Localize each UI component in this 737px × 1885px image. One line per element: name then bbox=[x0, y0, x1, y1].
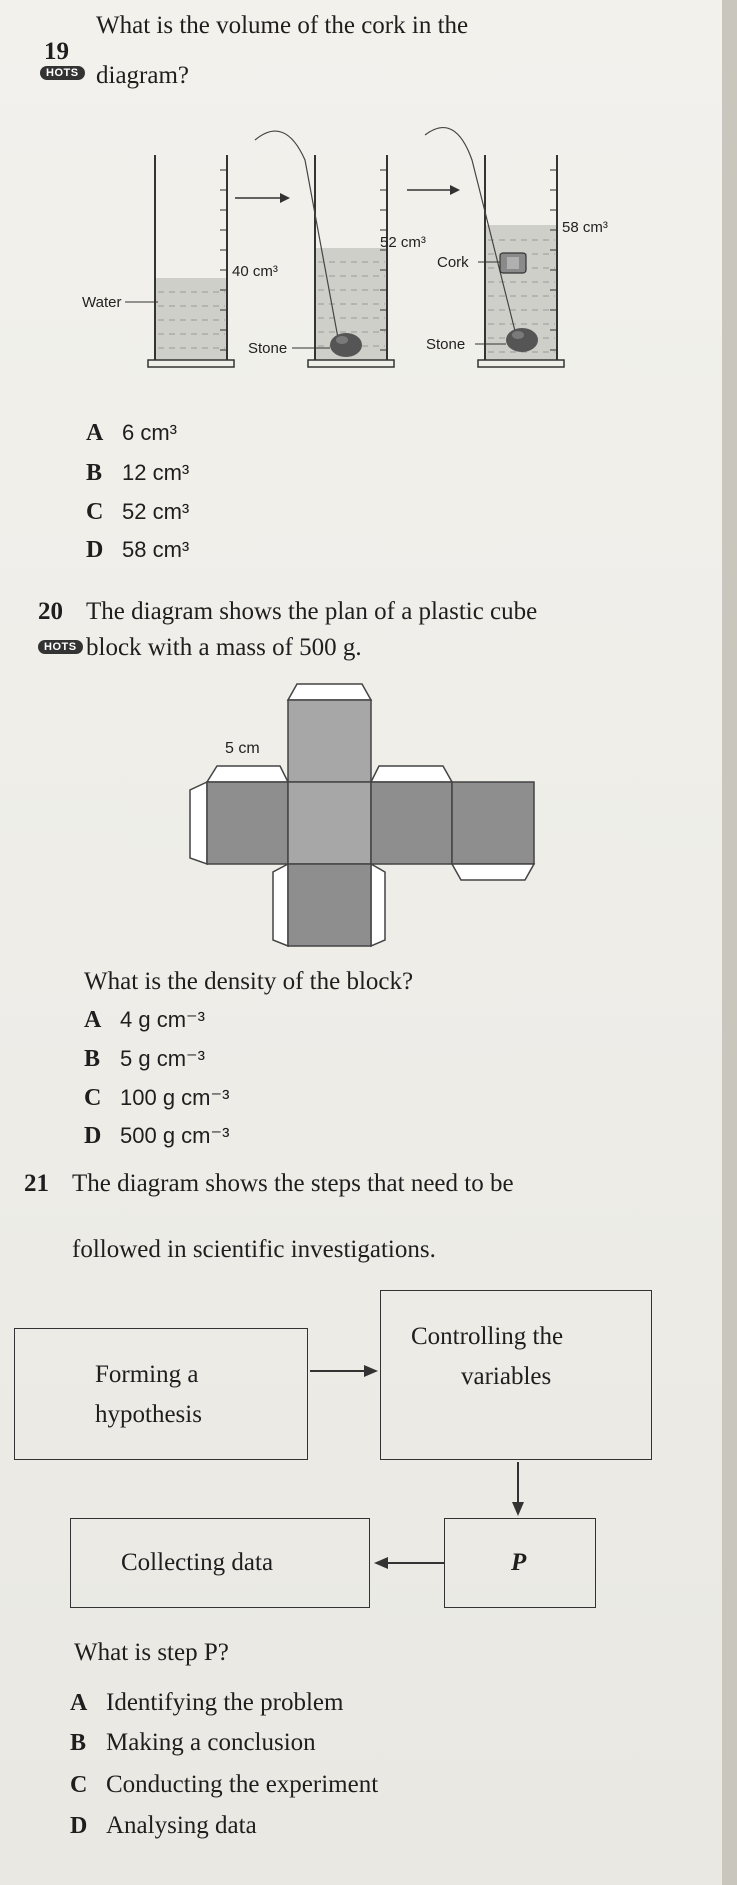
q20-option-d[interactable]: D 500 g cm⁻³ bbox=[84, 1123, 230, 1149]
net-dimension-label: 5 cm bbox=[225, 740, 260, 757]
q19-text-line1: What is the volume of the cork in the bbox=[96, 12, 469, 39]
arrow-2 bbox=[407, 185, 460, 195]
stone-2 bbox=[506, 328, 538, 352]
net-face-bottom bbox=[288, 864, 371, 946]
q21-option-b[interactable]: B Making a conclusion bbox=[70, 1729, 316, 1756]
net-flap-left-top bbox=[207, 766, 288, 782]
q21-text-line2: followed in scientific investigations. bbox=[72, 1236, 436, 1263]
q20-text-line1: The diagram shows the plan of a plastic cube bbox=[86, 598, 538, 625]
net-face-far-right bbox=[452, 782, 534, 864]
q20-option-b[interactable]: B 5 g cm⁻³ bbox=[84, 1046, 205, 1072]
q19-number: 19 bbox=[44, 38, 69, 65]
net-flap-top bbox=[288, 684, 371, 700]
controlling-line1: Controlling the bbox=[411, 1323, 564, 1350]
q21-number: 21 bbox=[24, 1170, 49, 1197]
net-face-left bbox=[207, 782, 288, 864]
water-label: Water bbox=[82, 294, 122, 311]
q21-option-a[interactable]: A Identifying the problem bbox=[70, 1689, 344, 1716]
q20-option-a[interactable]: A 4 g cm⁻³ bbox=[84, 1007, 205, 1033]
net-face-top bbox=[288, 700, 371, 782]
q20-text-line2: block with a mass of 500 g. bbox=[86, 634, 362, 661]
net-flap-far-right bbox=[452, 864, 534, 880]
collecting-label: Collecting data bbox=[121, 1549, 274, 1576]
volume-label-52: 52 cm³ bbox=[380, 234, 426, 251]
controlling-line2: variables bbox=[461, 1363, 552, 1390]
q19-option-d[interactable]: D 58 cm³ bbox=[86, 537, 190, 563]
net-flap-bottom-right bbox=[371, 864, 385, 946]
step-p-label: P bbox=[511, 1549, 527, 1576]
net-flap-right-top bbox=[371, 766, 452, 782]
q21-option-c[interactable]: C Conducting the experiment bbox=[70, 1771, 379, 1798]
q20-hots-badge: HOTS bbox=[38, 640, 83, 654]
stone-1 bbox=[330, 333, 362, 357]
volume-label-40: 40 cm³ bbox=[232, 263, 278, 280]
net-face-center bbox=[288, 782, 371, 864]
q20-option-c[interactable]: C 100 g cm⁻³ bbox=[84, 1085, 230, 1111]
q21-option-d[interactable]: D Analysing data bbox=[70, 1812, 257, 1839]
q19-cylinder-diagram bbox=[80, 120, 640, 380]
q21-flow-arrows bbox=[0, 1280, 720, 1580]
forming-line2: hypothesis bbox=[95, 1401, 202, 1428]
cylinder-1 bbox=[125, 155, 234, 367]
q19-hots-badge: HOTS bbox=[40, 66, 85, 80]
q20-number: 20 bbox=[38, 598, 63, 625]
stone-label-1: Stone bbox=[248, 340, 288, 357]
forming-line1: Forming a bbox=[95, 1361, 199, 1388]
volume-label-58: 58 cm³ bbox=[562, 219, 608, 236]
q19-option-c[interactable]: C 52 cm³ bbox=[86, 499, 190, 525]
q20-cube-net-diagram bbox=[185, 678, 540, 953]
net-flap-left bbox=[190, 782, 207, 864]
net-flap-bottom-left bbox=[273, 864, 288, 946]
arrow-1 bbox=[235, 193, 290, 203]
q21-text-line1: The diagram shows the steps that need to be bbox=[72, 1170, 514, 1197]
q20-question: What is the density of the block? bbox=[84, 968, 414, 995]
net-face-right bbox=[371, 782, 452, 864]
cylinder-2 bbox=[255, 131, 394, 367]
q19-option-b[interactable]: B 12 cm³ bbox=[86, 460, 190, 486]
cylinder-3 bbox=[425, 128, 564, 367]
page-edge bbox=[722, 0, 737, 1885]
cork-label: Cork bbox=[437, 254, 469, 271]
q21-question: What is step P? bbox=[74, 1639, 229, 1666]
q19-text-line2: diagram? bbox=[96, 62, 190, 89]
stone-label-2: Stone bbox=[426, 336, 466, 353]
q19-option-a[interactable]: A 6 cm³ bbox=[86, 420, 177, 446]
